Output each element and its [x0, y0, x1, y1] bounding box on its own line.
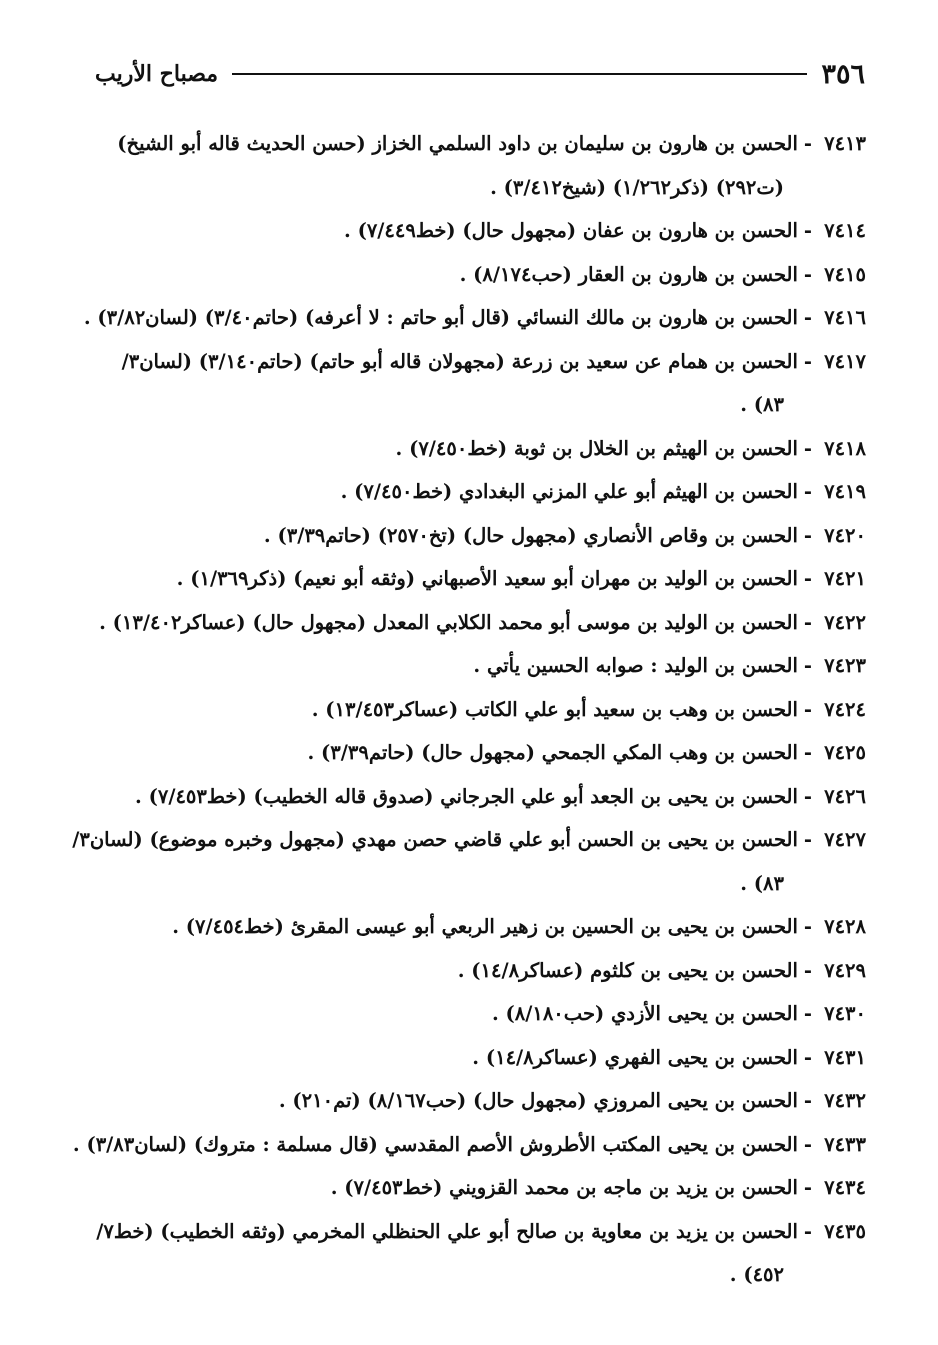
entry-number: ٧٤٣٤ [824, 1176, 866, 1199]
entry-dash: - [803, 523, 812, 547]
entry-text: الحسن بن الهيثم بن الخلال بن ثوبة (خط٧/٤٥٠) . [395, 436, 798, 460]
entry-line [70, 209, 866, 253]
entry-dash: - [803, 132, 812, 155]
entry-dash: - [803, 784, 812, 808]
entry-dash: - [803, 828, 812, 851]
entry-text: الحسن بن الوليد بن موسى أبو محمد الكلابي المعدل (مجهول حال) (عساكر١٣/٤٠٢) . [99, 610, 798, 634]
entry-line [70, 992, 866, 1036]
entry-number: ٧٤٣٠ [824, 1002, 866, 1025]
entry-dash: - [803, 915, 812, 938]
entry-text: الحسن بن الوليد : صوابه الحسين يأتي . [473, 654, 798, 677]
entry-number: ٧٤١٦ [824, 306, 866, 329]
entry-text: الحسن بن الوليد بن مهران أبو سعيد الأصبهاني (وثقه أبو نعيم) (ذكر١/٣٦٩) . [176, 567, 798, 590]
entry-text: الحسن بن يحيى المكتب الأطروش الأصم المقدسي (قال مسلمة : متروك) (لسان٣/٨٣) . [72, 1132, 798, 1156]
entry-text: الحسن بن هارون بن مالك النسائي (قال أبو حاتم : لا أعرفه) (حاتم٣/٤٠) (لسان٣/٨٢) . [83, 306, 798, 329]
entry-number: ٧٤٢٣ [824, 654, 866, 677]
entry-continuation: ٨٣) . [740, 871, 784, 895]
entry-dash: - [803, 741, 812, 764]
entry-number: ٧٤٢١ [824, 567, 866, 590]
entry-dash: - [803, 958, 812, 982]
entry-text: الحسن بن يحيى بن كلثوم (عساكر١٤/٨) . [457, 958, 798, 982]
page-number: ٣٥٦ [821, 58, 865, 90]
entry-dash: - [803, 610, 812, 634]
entry-text: الحسن بن يحيى الأزدي (حب٨/١٨٠) . [491, 1002, 798, 1025]
entry-text: الحسن بن وقاص الأنصاري (مجهول حال) (تخ٢٥٧٠) (حاتم٣/٣٩) . [263, 523, 798, 547]
entry-text: الحسن بن يحيى بن الحسين بن زهير الربعي أبو عيسى المقرئ (خط٧/٤٥٤) . [172, 915, 798, 938]
entry-line [70, 557, 866, 601]
entry-line [70, 340, 866, 384]
entry-dash: - [803, 1045, 812, 1069]
entry-dash: - [803, 567, 812, 590]
entry-text: الحسن بن يزيد بن معاوية بن صالح أبو علي الحنظلي المخرمي (وثقه الخطيب) (خط٧/ [96, 1219, 798, 1243]
entry-number: ٧٤٢٧ [824, 828, 866, 851]
entry-line [70, 470, 866, 514]
entry-number: ٧٤١٩ [824, 480, 866, 503]
entry-text: الحسن بن وهب المكي الجمحي (مجهول حال) (حاتم٣/٣٩) . [307, 741, 798, 764]
entry-text: الحسن بن يحيى الفهري (عساكر١٤/٨) . [472, 1045, 798, 1069]
entry-line [70, 1210, 866, 1254]
entry-list [70, 122, 866, 1297]
entry-number: ٧٤٢٠ [824, 523, 866, 547]
entry-text: الحسن بن الهيثم أبو علي المزني البغدادي (خط٧/٤٥٠) . [340, 480, 798, 503]
entry-line [70, 1166, 866, 1210]
entry-text: الحسن بن هارون بن العقار (حب٨/١٧٤) . [459, 262, 798, 286]
entry-text: الحسن بن يحيى بن الحسن أبو علي قاضي حصن مهدي (مجهول وخبره موضوع) (لسان٣/ [72, 828, 798, 851]
entry-line [70, 688, 866, 732]
entry-number: ٧٤١٥ [824, 262, 866, 286]
entry-number: ٧٤٢٨ [824, 915, 866, 938]
entry-text: الحسن بن هارون بن عفان (مجهول حال) (خط٧/٤٤٩) . [344, 219, 798, 242]
entry-continuation: (ت٢٩٢) (ذكر١/٢٦٢) (شيخ٣/٤١٢) . [490, 175, 784, 199]
entry-text: الحسن بن همام عن سعيد بن زرعة (مجهولان قاله أبو حاتم) (حاتم٣/١٤٠) (لسان٣/ [121, 349, 798, 373]
entry-dash: - [803, 306, 812, 329]
entry-number: ٧٤١٨ [824, 436, 866, 460]
entry-line [70, 949, 866, 993]
entry-number: ٧٤٢٤ [824, 697, 866, 721]
entry-number: ٧٤٣١ [824, 1045, 866, 1069]
entry-line [70, 296, 866, 340]
entry-dash: - [803, 697, 812, 721]
entry-line [70, 253, 866, 297]
entry-dash: - [803, 1132, 812, 1156]
entry-number: ٧٤١٣ [824, 132, 866, 155]
entry-dash: - [803, 262, 812, 286]
book-title: مصباح الأريب [95, 61, 219, 87]
entry-dash: - [803, 1219, 812, 1243]
entry-number: ٧٤٢٩ [824, 958, 866, 982]
entry-line [70, 1036, 866, 1080]
entry-number: ٧٤٢٥ [824, 741, 866, 764]
entry-text: الحسن بن وهب بن سعيد أبو علي الكاتب (عساكر١٣/٤٥٣) . [311, 697, 798, 721]
entry-line [70, 427, 866, 471]
entry-dash: - [803, 1176, 812, 1199]
entry-line [70, 775, 866, 819]
entry-line [70, 122, 866, 166]
entry-dash: - [803, 349, 812, 373]
entry-dash: - [803, 1002, 812, 1025]
entry-line [70, 1079, 866, 1123]
entry-number: ٧٤٣٢ [824, 1089, 866, 1112]
entry-text: الحسن بن يحيى بن الجعد أبو علي الجرجاني (صدوق قاله الخطيب) (خط٧/٤٥٣) . [135, 784, 798, 808]
entry-dash: - [803, 1089, 812, 1112]
entry-text: الحسن بن يزيد بن ماجه بن محمد القزويني (خط٧/٤٥٣) . [330, 1176, 798, 1199]
entry-line [70, 601, 866, 645]
entry-number: ٧٤١٧ [824, 349, 866, 373]
entry-continuation: ٨٣) . [740, 393, 784, 416]
entry-line [70, 1123, 866, 1167]
entry-number: ٧٤٢٢ [824, 610, 866, 634]
entry-text: الحسن بن هارون بن سليمان بن داود السلمي الخزاز (حسن الحديث قاله أبو الشيخ) [117, 132, 798, 155]
entry-number: ٧٤٢٦ [824, 784, 866, 808]
entry-dash: - [803, 219, 812, 242]
entry-text: الحسن بن يحيى المروزي (مجهول حال) (حب٨/١٦٧) (تم٢١٠) . [278, 1089, 798, 1112]
header-rule [232, 73, 807, 75]
entry-line [70, 514, 866, 558]
entry-dash: - [803, 480, 812, 503]
entry-continuation: ٤٥٢) . [729, 1263, 784, 1286]
entry-number: ٧٤٣٣ [824, 1132, 866, 1156]
entry-line [70, 644, 866, 688]
page-header [95, 52, 865, 96]
entry-number: ٧٤٣٥ [824, 1219, 866, 1243]
entry-dash: - [803, 436, 812, 460]
entry-dash: - [803, 654, 812, 677]
entry-number: ٧٤١٤ [824, 219, 866, 242]
entry-line [70, 905, 866, 949]
entry-line [70, 818, 866, 862]
entry-line [70, 731, 866, 775]
